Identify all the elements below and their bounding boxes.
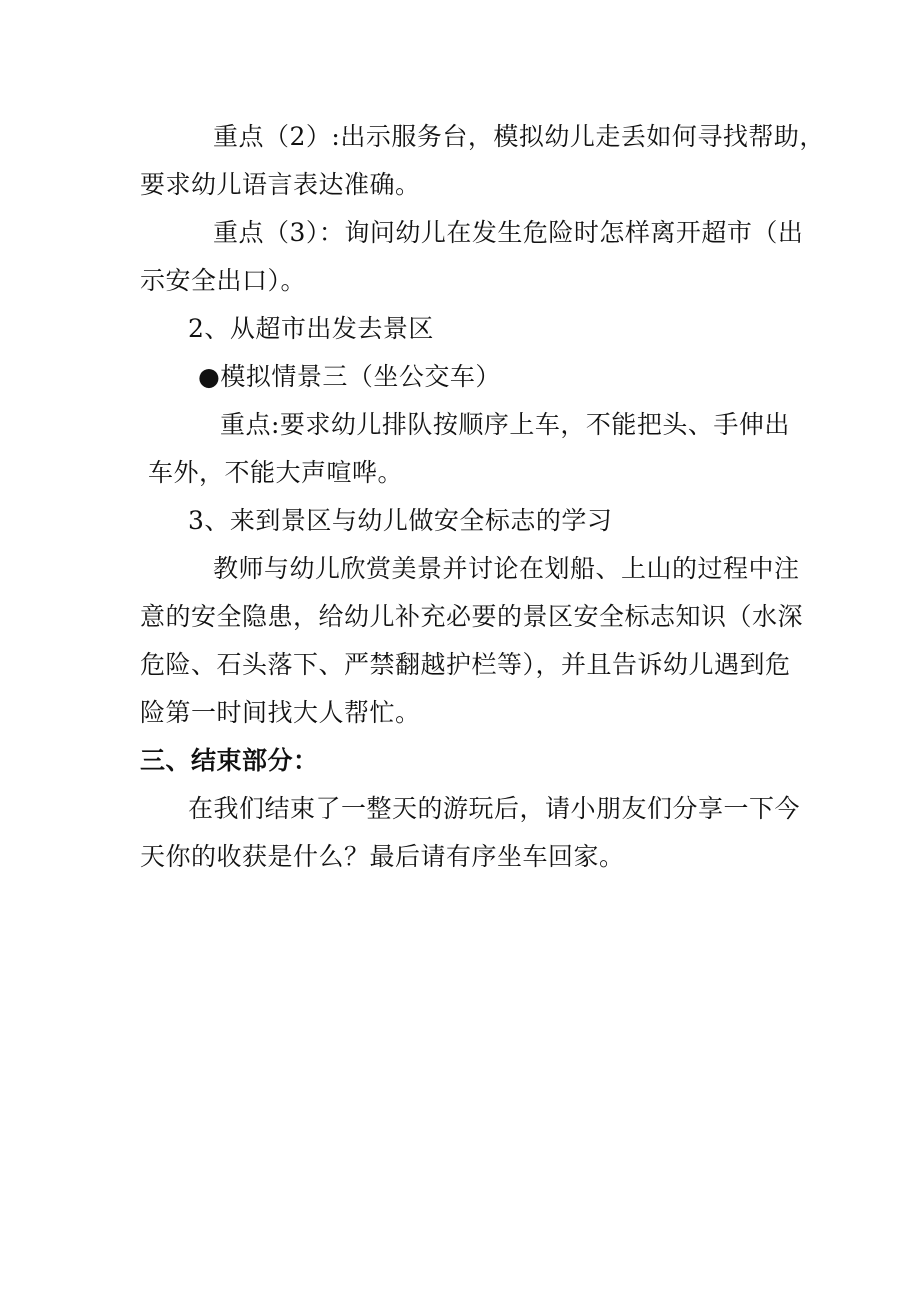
paragraph-line: 示安全出口）。 xyxy=(140,266,307,295)
paragraph-line: 意的安全隐患，给幼儿补充必要的景区安全标志知识（水深 xyxy=(140,602,804,631)
paragraph-line: 天你的收获是什么？最后请有序坐车回家。 xyxy=(140,842,625,871)
bullet-item: ●模拟情景三（坐公交车） xyxy=(198,362,501,391)
paragraph-line: 重点（3）：询问幼儿在发生危险时怎样离开超市（出 xyxy=(213,218,804,247)
section-item-title: 3、来到景区与幼儿做安全标志的学习 xyxy=(188,506,613,535)
paragraph-line: 重点:要求幼儿排队按顺序上车，不能把头、手伸出 xyxy=(220,410,790,439)
paragraph-line: 险第一时间找大人帮忙。 xyxy=(140,698,421,727)
paragraph-line: 重点（2）:出示服务台，模拟幼儿走丢如何寻找帮助， xyxy=(213,122,825,151)
paragraph-line: 要求幼儿语言表达准确。 xyxy=(140,170,421,199)
paragraph-line: 危险、石头落下、严禁翻越护栏等），并且告诉幼儿遇到危 xyxy=(140,650,791,679)
paragraph-line: 车外，不能大声喧哗。 xyxy=(148,458,404,487)
section-item-title: 2、从超市出发去景区 xyxy=(188,314,434,343)
section-heading: 三、结束部分： xyxy=(140,746,319,775)
paragraph-line: 教师与幼儿欣赏美景并讨论在划船、上山的过程中注 xyxy=(213,554,800,583)
paragraph-line: 在我们结束了一整天的游玩后，请小朋友们分享一下今 xyxy=(188,794,801,823)
